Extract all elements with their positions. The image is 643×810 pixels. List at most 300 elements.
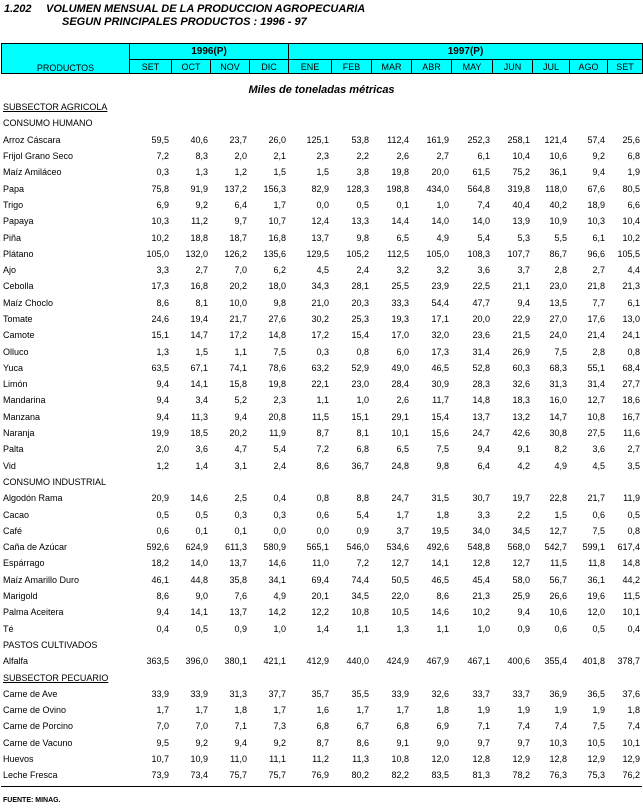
value-cell: 129,5 bbox=[306, 248, 329, 259]
value-cell: 105,0 bbox=[426, 248, 449, 259]
value-cell: 74,1 bbox=[229, 362, 247, 373]
unit-label: Miles de toneladas métricas bbox=[248, 84, 395, 96]
value-cell: 56,7 bbox=[549, 574, 567, 585]
product-label: Naranja bbox=[3, 428, 35, 439]
value-cell: 14,1 bbox=[431, 558, 449, 569]
table-row bbox=[1, 360, 642, 376]
value-cell: 112,4 bbox=[387, 134, 409, 145]
month-header: AGO bbox=[570, 60, 608, 74]
product-label: Carne de Vacuno bbox=[3, 737, 73, 748]
value-cell: 9,0 bbox=[195, 591, 208, 602]
value-cell: 568,0 bbox=[507, 542, 530, 553]
value-cell: 19,6 bbox=[587, 591, 605, 602]
value-cell: 2,5 bbox=[234, 493, 247, 504]
value-cell: 20,0 bbox=[431, 167, 449, 178]
value-cell: 6,2 bbox=[273, 265, 286, 276]
value-cell: 1,7 bbox=[273, 705, 286, 716]
value-cell: 2,8 bbox=[554, 265, 567, 276]
value-cell: 3,6 bbox=[195, 444, 208, 455]
value-cell: 9,8 bbox=[436, 460, 449, 471]
value-cell: 1,1 bbox=[436, 623, 449, 634]
value-cell: 4,9 bbox=[554, 460, 567, 471]
value-cell: 37,6 bbox=[622, 688, 640, 699]
value-cell: 6,4 bbox=[234, 199, 247, 210]
value-cell: 7,3 bbox=[273, 721, 286, 732]
value-cell: 10,7 bbox=[268, 216, 286, 227]
value-cell: 9,2 bbox=[273, 737, 286, 748]
value-cell: 11,8 bbox=[588, 558, 605, 569]
table-row bbox=[1, 572, 642, 588]
value-cell: 34,5 bbox=[512, 525, 530, 536]
value-cell: 467,9 bbox=[426, 656, 449, 667]
value-cell: 46,5 bbox=[431, 574, 449, 585]
value-cell: 10,3 bbox=[549, 737, 567, 748]
month-header: JUL bbox=[533, 60, 570, 74]
value-cell: 1,1 bbox=[356, 623, 369, 634]
value-cell: 20,2 bbox=[229, 428, 247, 439]
value-cell: 1,9 bbox=[477, 705, 490, 716]
value-cell: 28,4 bbox=[391, 379, 409, 390]
value-cell: 421,1 bbox=[263, 656, 286, 667]
value-cell: 52,9 bbox=[351, 362, 369, 373]
value-cell: 23,0 bbox=[351, 379, 369, 390]
section-label: SUBSECTOR AGRICOLA bbox=[3, 102, 108, 113]
table-row bbox=[1, 588, 642, 604]
value-cell: 26,9 bbox=[512, 346, 530, 357]
value-cell: 12,8 bbox=[472, 754, 490, 765]
value-cell: 1,9 bbox=[627, 167, 640, 178]
value-cell: 252,3 bbox=[467, 134, 490, 145]
value-cell: 13,3 bbox=[351, 216, 369, 227]
value-cell: 10,2 bbox=[151, 232, 169, 243]
value-cell: 14,2 bbox=[268, 607, 286, 618]
value-cell: 24,7 bbox=[472, 428, 490, 439]
value-cell: 11,0 bbox=[230, 754, 247, 765]
value-cell: 7,2 bbox=[316, 444, 329, 455]
value-cell: 9,4 bbox=[592, 167, 605, 178]
table-row bbox=[1, 718, 642, 734]
value-cell: 0,4 bbox=[156, 623, 169, 634]
value-cell: 19,8 bbox=[268, 379, 286, 390]
value-cell: 36,7 bbox=[351, 460, 369, 471]
value-cell: 0,1 bbox=[195, 525, 208, 536]
value-cell: 18,8 bbox=[190, 232, 208, 243]
value-cell: 6,1 bbox=[592, 232, 605, 243]
value-cell: 0,5 bbox=[195, 509, 208, 520]
value-cell: 73,4 bbox=[190, 770, 208, 781]
value-cell: 14,1 bbox=[190, 607, 208, 618]
value-cell: 9,4 bbox=[234, 737, 247, 748]
value-cell: 12,0 bbox=[587, 607, 605, 618]
value-cell: 21,5 bbox=[512, 330, 530, 341]
value-cell: 4,4 bbox=[627, 265, 640, 276]
value-cell: 7,5 bbox=[436, 444, 449, 455]
value-cell: 33,3 bbox=[391, 297, 409, 308]
table-row bbox=[1, 376, 642, 392]
value-cell: 7,0 bbox=[234, 265, 247, 276]
value-cell: 28,1 bbox=[351, 281, 369, 292]
value-cell: 624,9 bbox=[185, 542, 208, 553]
value-cell: 37,7 bbox=[268, 688, 286, 699]
value-cell: 20,8 bbox=[268, 411, 286, 422]
value-cell: 27,6 bbox=[268, 314, 286, 324]
value-cell: 10,7 bbox=[151, 754, 169, 765]
table-row bbox=[1, 621, 642, 637]
value-cell: 7,2 bbox=[156, 151, 169, 162]
value-cell: 9,2 bbox=[592, 151, 605, 162]
value-cell: 3,1 bbox=[234, 460, 247, 471]
value-cell: 542,7 bbox=[544, 542, 567, 553]
value-cell: 13,7 bbox=[472, 411, 490, 422]
value-cell: 10,8 bbox=[391, 754, 409, 765]
value-cell: 135,6 bbox=[263, 248, 286, 259]
section-row bbox=[1, 669, 642, 685]
value-cell: 47,7 bbox=[472, 297, 490, 308]
value-cell: 10,6 bbox=[549, 151, 567, 162]
value-cell: 25,9 bbox=[512, 591, 530, 602]
value-cell: 0,8 bbox=[316, 493, 329, 504]
value-cell: 78,6 bbox=[268, 362, 286, 373]
value-cell: 14,7 bbox=[549, 411, 567, 422]
value-cell: 10,9 bbox=[549, 216, 567, 227]
value-cell: 0,6 bbox=[156, 525, 169, 536]
value-cell: 0,0 bbox=[316, 525, 329, 536]
product-label: Palta bbox=[3, 444, 24, 455]
value-cell: 8,6 bbox=[156, 297, 169, 308]
table-row bbox=[1, 311, 642, 327]
value-cell: 0,5 bbox=[592, 623, 605, 634]
value-cell: 412,9 bbox=[306, 656, 329, 667]
product-label: Camote bbox=[3, 330, 35, 341]
table-row bbox=[1, 343, 642, 359]
value-cell: 0,6 bbox=[592, 509, 605, 520]
value-cell: 73,9 bbox=[151, 770, 169, 781]
value-cell: 13,0 bbox=[622, 314, 640, 324]
value-cell: 74,4 bbox=[351, 574, 369, 585]
month-header: DIC bbox=[250, 60, 289, 74]
value-cell: 1,2 bbox=[156, 460, 169, 471]
value-cell: 2,7 bbox=[436, 151, 449, 162]
value-cell: 9,4 bbox=[156, 411, 169, 422]
value-cell: 3,7 bbox=[517, 265, 530, 276]
value-cell: 7,4 bbox=[627, 721, 640, 732]
value-cell: 4,9 bbox=[436, 232, 449, 243]
value-cell: 1,1 bbox=[316, 395, 329, 406]
value-cell: 11,5 bbox=[312, 411, 329, 422]
value-cell: 107,7 bbox=[507, 248, 530, 259]
value-cell: 46,1 bbox=[151, 574, 169, 585]
value-cell: 8,2 bbox=[554, 444, 567, 455]
table-row bbox=[1, 295, 642, 311]
value-cell: 355,4 bbox=[544, 656, 567, 667]
value-cell: 14,0 bbox=[472, 216, 490, 227]
value-cell: 0,4 bbox=[273, 493, 286, 504]
value-cell: 3,6 bbox=[592, 444, 605, 455]
value-cell: 3,5 bbox=[627, 460, 640, 471]
value-cell: 10,1 bbox=[622, 607, 640, 618]
value-cell: 380,1 bbox=[224, 656, 247, 667]
value-cell: 17,6 bbox=[587, 314, 605, 324]
value-cell: 12,7 bbox=[587, 395, 605, 406]
table-row bbox=[1, 506, 642, 522]
value-cell: 19,7 bbox=[512, 493, 530, 504]
value-cell: 611,3 bbox=[225, 542, 247, 553]
value-cell: 55,1 bbox=[587, 362, 605, 373]
value-cell: 4,9 bbox=[273, 591, 286, 602]
value-cell: 7,4 bbox=[517, 721, 530, 732]
table-row bbox=[1, 425, 642, 441]
value-cell: 363,5 bbox=[146, 656, 169, 667]
product-label: Caña de Azúcar bbox=[3, 542, 68, 553]
value-cell: 21,3 bbox=[622, 281, 640, 292]
table-row bbox=[1, 751, 642, 767]
column-header bbox=[1, 43, 643, 74]
value-cell: 22,9 bbox=[512, 314, 530, 324]
value-cell: 22,0 bbox=[391, 591, 409, 602]
value-cell: 12,9 bbox=[587, 754, 605, 765]
value-cell: 0,3 bbox=[156, 167, 169, 178]
value-cell: 137,2 bbox=[224, 183, 247, 194]
value-cell: 258,1 bbox=[507, 134, 530, 145]
value-cell: 31,5 bbox=[431, 493, 449, 504]
product-label: Manzana bbox=[3, 411, 41, 422]
bottom-rule bbox=[1, 786, 642, 787]
value-cell: 8,3 bbox=[195, 151, 208, 162]
value-cell: 9,2 bbox=[195, 737, 208, 748]
value-cell: 21,8 bbox=[587, 281, 605, 292]
value-cell: 34,5 bbox=[351, 591, 369, 602]
value-cell: 13,9 bbox=[512, 216, 530, 227]
value-cell: 565,1 bbox=[306, 542, 329, 553]
table-row bbox=[1, 180, 642, 196]
value-cell: 33,9 bbox=[190, 688, 208, 699]
value-cell: 9,8 bbox=[356, 232, 369, 243]
value-cell: 14,6 bbox=[431, 607, 449, 618]
value-cell: 14,8 bbox=[472, 395, 490, 406]
value-cell: 11,7 bbox=[432, 395, 449, 406]
product-label: Tomate bbox=[3, 314, 33, 324]
value-cell: 18,7 bbox=[229, 232, 247, 243]
value-cell: 10,6 bbox=[549, 607, 567, 618]
value-cell: 121,4 bbox=[544, 134, 567, 145]
product-label: Té bbox=[3, 623, 14, 634]
value-cell: 9,7 bbox=[477, 737, 490, 748]
value-cell: 0,3 bbox=[273, 509, 286, 520]
value-cell: 17,3 bbox=[431, 346, 449, 357]
table-row bbox=[1, 246, 642, 262]
value-cell: 2,0 bbox=[156, 444, 169, 455]
value-cell: 59,5 bbox=[151, 134, 169, 145]
table-row bbox=[1, 539, 642, 555]
table-row bbox=[1, 229, 642, 245]
value-cell: 3,7 bbox=[396, 525, 409, 536]
value-cell: 3,3 bbox=[477, 509, 490, 520]
value-cell: 161,9 bbox=[426, 134, 449, 145]
value-cell: 1,9 bbox=[592, 705, 605, 716]
product-label: Maíz Amarillo Duro bbox=[3, 574, 80, 585]
section-label: SUBSECTOR PECUARIO bbox=[3, 672, 109, 683]
value-cell: 0,9 bbox=[234, 623, 247, 634]
value-cell: 10,4 bbox=[622, 216, 640, 227]
value-cell: 14,8 bbox=[622, 558, 640, 569]
value-cell: 3,8 bbox=[356, 167, 369, 178]
table-row bbox=[1, 767, 642, 783]
value-cell: 45,4 bbox=[472, 574, 490, 585]
value-cell: 63,2 bbox=[311, 362, 329, 373]
value-cell: 15,1 bbox=[151, 330, 169, 341]
value-cell: 10,4 bbox=[512, 151, 530, 162]
value-cell: 1,1 bbox=[234, 346, 247, 357]
value-cell: 40,2 bbox=[549, 199, 567, 210]
value-cell: 564,8 bbox=[467, 183, 490, 194]
value-cell: 467,1 bbox=[467, 656, 490, 667]
table-row bbox=[1, 490, 642, 506]
value-cell: 17,2 bbox=[311, 330, 329, 341]
value-cell: 5,4 bbox=[477, 232, 490, 243]
product-label: Piña bbox=[3, 232, 22, 243]
value-cell: 13,5 bbox=[549, 297, 567, 308]
table-row bbox=[1, 327, 642, 343]
value-cell: 14,7 bbox=[190, 330, 208, 341]
value-cell: 36,5 bbox=[587, 688, 605, 699]
value-cell: 23,7 bbox=[229, 134, 247, 145]
table-row bbox=[1, 686, 642, 702]
value-cell: 9,4 bbox=[517, 297, 530, 308]
value-cell: 6,8 bbox=[627, 151, 640, 162]
value-cell: 14,0 bbox=[431, 216, 449, 227]
value-cell: 20,3 bbox=[351, 297, 369, 308]
value-cell: 2,2 bbox=[517, 509, 530, 520]
value-cell: 33,9 bbox=[151, 688, 169, 699]
value-cell: 13,7 bbox=[229, 558, 247, 569]
product-label: Vid bbox=[3, 460, 16, 471]
value-cell: 35,5 bbox=[351, 688, 369, 699]
value-cell: 5,2 bbox=[234, 395, 247, 406]
value-cell: 34,0 bbox=[472, 525, 490, 536]
value-cell: 0,0 bbox=[316, 199, 329, 210]
value-cell: 0,3 bbox=[234, 509, 247, 520]
value-cell: 81,3 bbox=[472, 770, 490, 781]
value-cell: 12,7 bbox=[512, 558, 530, 569]
product-label: Marigold bbox=[3, 591, 38, 602]
value-cell: 30,8 bbox=[549, 428, 567, 439]
value-cell: 33,9 bbox=[391, 688, 409, 699]
value-cell: 24,8 bbox=[391, 460, 409, 471]
value-cell: 11,9 bbox=[269, 428, 286, 439]
value-cell: 16,8 bbox=[190, 281, 208, 292]
value-cell: 156,3 bbox=[263, 183, 286, 194]
value-cell: 75,3 bbox=[587, 770, 605, 781]
value-cell: 35,7 bbox=[311, 688, 329, 699]
value-cell: 9,4 bbox=[156, 395, 169, 406]
value-cell: 83,5 bbox=[431, 770, 449, 781]
product-label: Papa bbox=[3, 183, 25, 194]
product-label: Frijol Grano Seco bbox=[3, 151, 74, 162]
value-cell: 2,4 bbox=[273, 460, 286, 471]
value-cell: 378,7 bbox=[617, 656, 640, 667]
value-cell: 30,7 bbox=[472, 493, 490, 504]
table-row bbox=[1, 653, 642, 669]
value-cell: 32,6 bbox=[431, 688, 449, 699]
value-cell: 17,2 bbox=[229, 330, 247, 341]
table-row bbox=[1, 702, 642, 718]
value-cell: 4,7 bbox=[234, 444, 247, 455]
value-cell: 105,5 bbox=[617, 248, 640, 259]
month-header: MAR bbox=[372, 60, 412, 74]
product-label: Maíz Amiláceo bbox=[3, 167, 62, 178]
value-cell: 2,8 bbox=[592, 346, 605, 357]
value-cell: 534,6 bbox=[386, 542, 409, 553]
value-cell: 6,1 bbox=[477, 151, 490, 162]
table-row bbox=[1, 555, 642, 571]
product-label: Café bbox=[3, 525, 23, 536]
value-cell: 198,8 bbox=[386, 183, 409, 194]
table-row bbox=[1, 164, 642, 180]
value-cell: 2,6 bbox=[396, 151, 409, 162]
value-cell: 9,7 bbox=[517, 737, 530, 748]
value-cell: 7,6 bbox=[234, 591, 247, 602]
value-cell: 132,0 bbox=[185, 248, 208, 259]
value-cell: 19,4 bbox=[190, 314, 208, 324]
value-cell: 1,3 bbox=[156, 346, 169, 357]
value-cell: 17,3 bbox=[151, 281, 169, 292]
value-cell: 0,5 bbox=[356, 199, 369, 210]
table-row bbox=[1, 604, 642, 620]
value-cell: 10,1 bbox=[391, 428, 409, 439]
value-cell: 27,7 bbox=[622, 379, 640, 390]
value-cell: 1,7 bbox=[396, 509, 409, 520]
value-cell: 57,4 bbox=[587, 134, 605, 145]
value-cell: 7,5 bbox=[592, 721, 605, 732]
value-cell: 1,3 bbox=[195, 167, 208, 178]
value-cell: 15,4 bbox=[431, 411, 449, 422]
value-cell: 21,1 bbox=[512, 281, 530, 292]
value-cell: 54,4 bbox=[431, 297, 449, 308]
product-label: Trigo bbox=[3, 199, 24, 210]
value-cell: 0,3 bbox=[316, 346, 329, 357]
value-cell: 10,5 bbox=[391, 607, 409, 618]
value-cell: 6,8 bbox=[316, 721, 329, 732]
product-label: Olluco bbox=[3, 346, 29, 357]
value-cell: 7,1 bbox=[477, 721, 490, 732]
value-cell: 34,1 bbox=[268, 574, 286, 585]
value-cell: 1,0 bbox=[356, 395, 369, 406]
value-cell: 61,5 bbox=[472, 167, 490, 178]
value-cell: 112,5 bbox=[387, 248, 409, 259]
value-cell: 3,2 bbox=[396, 265, 409, 276]
product-label: Carne de Porcino bbox=[3, 721, 74, 732]
section-row bbox=[1, 115, 642, 131]
value-cell: 6,9 bbox=[156, 199, 169, 210]
value-cell: 1,6 bbox=[316, 705, 329, 716]
value-cell: 14,6 bbox=[268, 558, 286, 569]
value-cell: 6,5 bbox=[396, 444, 409, 455]
value-cell: 6,5 bbox=[396, 232, 409, 243]
value-cell: 9,4 bbox=[156, 379, 169, 390]
value-cell: 14,0 bbox=[190, 558, 208, 569]
value-cell: 69,4 bbox=[311, 574, 329, 585]
value-cell: 35,8 bbox=[229, 574, 247, 585]
value-cell: 6,8 bbox=[356, 444, 369, 455]
value-cell: 15,1 bbox=[351, 411, 369, 422]
value-cell: 7,0 bbox=[156, 721, 169, 732]
value-cell: 7,7 bbox=[592, 297, 605, 308]
value-cell: 78,2 bbox=[512, 770, 530, 781]
value-cell: 36,1 bbox=[587, 574, 605, 585]
value-cell: 16,8 bbox=[268, 232, 286, 243]
value-cell: 17,0 bbox=[391, 330, 409, 341]
value-cell: 5,4 bbox=[356, 509, 369, 520]
